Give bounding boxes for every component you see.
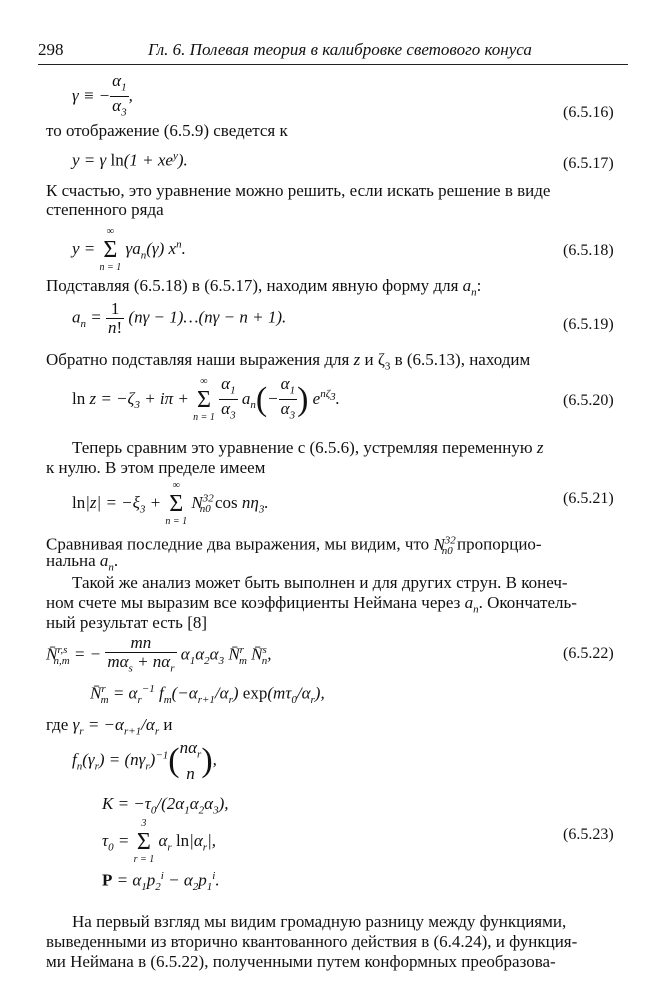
paragraph-line: нальна $a_n$. (46, 551, 119, 574)
running-title: Гл. 6. Полевая теория в калибровке светового конуса (148, 40, 532, 59)
eq-number-18: (6.5.18) (563, 242, 614, 259)
paragraph-line: На первый взгляд мы видим громадную разницу между функциями, (72, 912, 567, 931)
paragraph-line: Сравнивая последние два выражения, мы видим, что $N^{32}_{n0}$ пропорцио- (46, 534, 542, 558)
text-segment: где (46, 715, 69, 734)
paragraph-line: где $\gamma_r = -\alpha_{r+1}/\alpha_r$ и (46, 715, 173, 738)
text-segment: ном счете мы выразим все коэффициенты Неймана через (46, 593, 461, 612)
paragraph-line: степенного ряда (46, 200, 164, 219)
equation-P: $P = \alpha_1p_2^i - \alpha_2p_1^i$. (102, 870, 220, 894)
eq-number-23: (6.5.23) (563, 826, 614, 843)
text-segment: . Окончатель- (478, 593, 577, 612)
eq-number-20: (6.5.20) (563, 392, 614, 409)
text-segment: Сравнивая последние два выражения, мы видим, что (46, 534, 430, 554)
text-segment: и (163, 715, 173, 734)
text-segment: Подставляя (6.5.18) в (6.5.17), находим явную форму для (46, 276, 459, 295)
paragraph-line: Такой же анализ может быть выполнен и для других струн. В конеч- (72, 573, 568, 592)
equation-neumann-nm: N̄$^{r,s}_{n,m}$ = − $\frac{mn}{m\alpha_s + n\alpha_r}$ $\alpha_1\alpha_2\alpha_3$ N̄$^r_m$ N̄$^s_n$, (46, 633, 272, 675)
paragraph-line: к нулю. В этом пределе имеем (46, 458, 266, 477)
page-number: 298 (38, 40, 64, 59)
equation-lnz: $\ln z = -\zeta_3 + i\pi$ + ∞ Σ n = 1 $\frac{\alpha_1}{\alpha_3}$ $a_n(-$ $\frac{\alpha_1}{\alpha_3}$ ) $e^{n\zeta_3}$. (72, 374, 340, 423)
paragraph-line: то отображение (6.5.9) сведется к (46, 121, 288, 140)
eq-number-21: (6.5.21) (563, 490, 614, 507)
paragraph-line: Обратно подставляя наши выражения для z и $\zeta_3$ в (6.5.13), находим (46, 350, 531, 373)
paragraph-line: ный результат есть [8] (46, 613, 208, 632)
equation-tau0: $\tau_0$ = 3 Σ r = 1 $\alpha_r$ $\ln|\alpha_r|$, (102, 818, 216, 865)
page-header (38, 40, 628, 65)
eq-number-19: (6.5.19) (563, 316, 614, 333)
eq-number-17: (6.5.17) (563, 155, 614, 172)
equation-an: $a_n$ = $\frac{1}{n!}$ (nγ − 1)…(nγ − n + 1). (72, 299, 287, 337)
equation-neumann-m: N̄$^r_m$ = $\alpha_r^{-1}$ $f_m(-\alpha_{r+1}/\alpha_r)$ $\exp(m\tau_0/\alpha_r)$, (90, 683, 325, 707)
equation-y-log: y = γ $\ln(1 + xe^y)$. (72, 150, 188, 170)
text-segment: и (364, 350, 374, 369)
text-segment: нальна (46, 551, 96, 570)
text-segment: Обратно подставляя наши выражения для (46, 350, 350, 369)
paragraph-line: К счастью, это уравнение можно решить, если искать решение в виде (46, 181, 551, 200)
eq-number-16: (6.5.16) (563, 104, 614, 121)
equation-gamma: γ ≡ − $\frac{\alpha_1}{\alpha_3}$ , (72, 71, 133, 119)
equation-fn: $f_n(\gamma_r) = (n\gamma_r)^{-1}$( $n\alpha_r$ n ), (72, 738, 217, 784)
text-segment: в (6.5.13), находим (394, 350, 531, 369)
paragraph-line: Теперь сравним это уравнение с (6.5.6), устремляя переменную z (72, 438, 544, 457)
paragraph-line: Подставляя (6.5.18) в (6.5.17), находим явную форму для $a_n$: (46, 276, 482, 299)
paragraph-line: выведенными из вторично квантованного действия в (6.4.24), и функция- (46, 932, 578, 951)
text-segment: Теперь сравним это уравнение с (6.5.6), устремляя переменную (72, 438, 533, 457)
equation-ln-abs-z: $\ln|z| = -\xi_3$ + ∞ Σ n = 1 $N^{32}_{n0}$ $\cos n\eta_3$. (72, 480, 269, 527)
text-segment: пропорцио- (457, 534, 542, 554)
eq-number-22: (6.5.22) (563, 645, 614, 662)
paragraph-line: ми Неймана в (6.5.22), полученными путем конформных преобразова- (46, 952, 556, 971)
equation-K: $K = -\tau_0/(2\alpha_1\alpha_2\alpha_3)$, (102, 794, 229, 817)
paragraph-line: ном счете мы выразим все коэффициенты Неймана через $a_n$. Окончатель- (46, 593, 577, 616)
equation-series: y = ∞ Σ n = 1 $\gamma a_n(\gamma)$ $x^n$. (72, 226, 186, 273)
